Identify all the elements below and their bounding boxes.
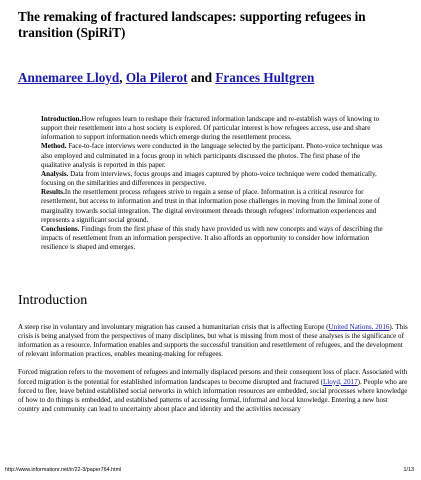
paragraph-text: A steep rise in voluntary and involuntary migration has caused a humanitarian crisis that is affecting Europe ( <box>18 323 329 331</box>
abstract-label: Conclusions. <box>41 224 80 233</box>
abstract-text: In the resettlement process refugees strive to regain a sense of place. Information is a critical resource for resettlement, but access to information and trust in that information pose challenges in moving from the liminal zone of marginality towards social integration. The digital environment threads through refugees' information experiences and represents a significant social ground. <box>41 188 381 224</box>
abstract-label: Introduction. <box>41 115 82 123</box>
abstract-label: Results. <box>41 188 65 197</box>
abstract-text: Data from interviews, focus groups and images captured by photo-voice technique were coded thematically, focusing on the similarities and differences in perspective. <box>41 169 377 188</box>
body-paragraph <box>18 368 410 413</box>
author-link-pilerot[interactable]: Ola Pilerot <box>125 70 188 85</box>
author-link-hultgren[interactable]: Frances Hultgren <box>215 70 315 85</box>
paragraph-text: ). People who are forced to flee, leave behind established social networks in which information resources are embedded, social processes where knowledge of how to do things is embedded, and established patterns of accessing formal, informal and local knowledge. Entering a new host country and community can lead to uncertainty about place and identity and the activities necessary <box>18 377 408 413</box>
abstract-text: How refugees learn to reshape their fractured information landscape and re-establish ways of knowing to support their resettlement into a host society is explored. Of particular interest is how refugees access, use and share information to support information needs which emerge during the resettlement process. <box>41 115 380 142</box>
author-link-lloyd[interactable]: Annemaree Lloyd <box>18 70 120 85</box>
abstract-analysis <box>41 170 391 188</box>
abstract-text: Face-to-face interviews were conducted in the language selected by the participant. Photo-voice technique was also employed and culminated in a focus group in which participants discussed the photos. The first phase of the qualitative analysis is reported in this paper. <box>41 142 383 169</box>
page-footer <box>5 467 414 473</box>
abstract-results <box>41 188 391 225</box>
body-paragraph <box>18 323 410 359</box>
abstract-conclusions <box>41 225 391 252</box>
author-separator: and <box>187 70 216 85</box>
body-text <box>18 323 410 423</box>
citation-link-lloyd[interactable]: Lloyd, 2017 <box>322 377 358 386</box>
paper-title: The remaking of fractured landscapes: supporting refugees in transition (SpiRiT) <box>18 9 366 40</box>
abstract <box>41 115 391 252</box>
citation-link-united-nations[interactable]: United Nations, 2016 <box>328 323 390 331</box>
author-list <box>18 70 314 86</box>
footer-url: http://www.informationr.net/ir/22-3/paper764.html <box>5 467 122 473</box>
abstract-text: Findings from the first phase of this study have provided us with new concepts and ways of describing the impacts of resettlement from an information perspective. It also affords an opportunity to consider how information resilience is shaped and emerges. <box>41 224 383 252</box>
paragraph-text: ). This crisis is being analysed from the perspectives of many disciplines, but what is missing from most of these analyses is the significance of information as a resource. Information enables and supports the successful transition and resettlement of refugees, and the development of relevant information practices, enables meaning-making for refugees. <box>18 323 408 359</box>
paragraph-text: Forced migration refers to the movement of refugees and internally displaced persons and their consequent loss of place. Associated with forced migration is the potential for established information landscapes to become disrupted and fractured ( <box>18 368 408 386</box>
abstract-method <box>41 142 391 169</box>
abstract-label: Analysis. <box>41 169 69 178</box>
abstract-introduction <box>41 115 391 142</box>
section-heading-introduction: Introduction <box>18 293 88 308</box>
author-separator: , <box>119 70 126 85</box>
footer-page-number: 1/13 <box>403 467 414 473</box>
abstract-label: Method. <box>41 142 67 151</box>
